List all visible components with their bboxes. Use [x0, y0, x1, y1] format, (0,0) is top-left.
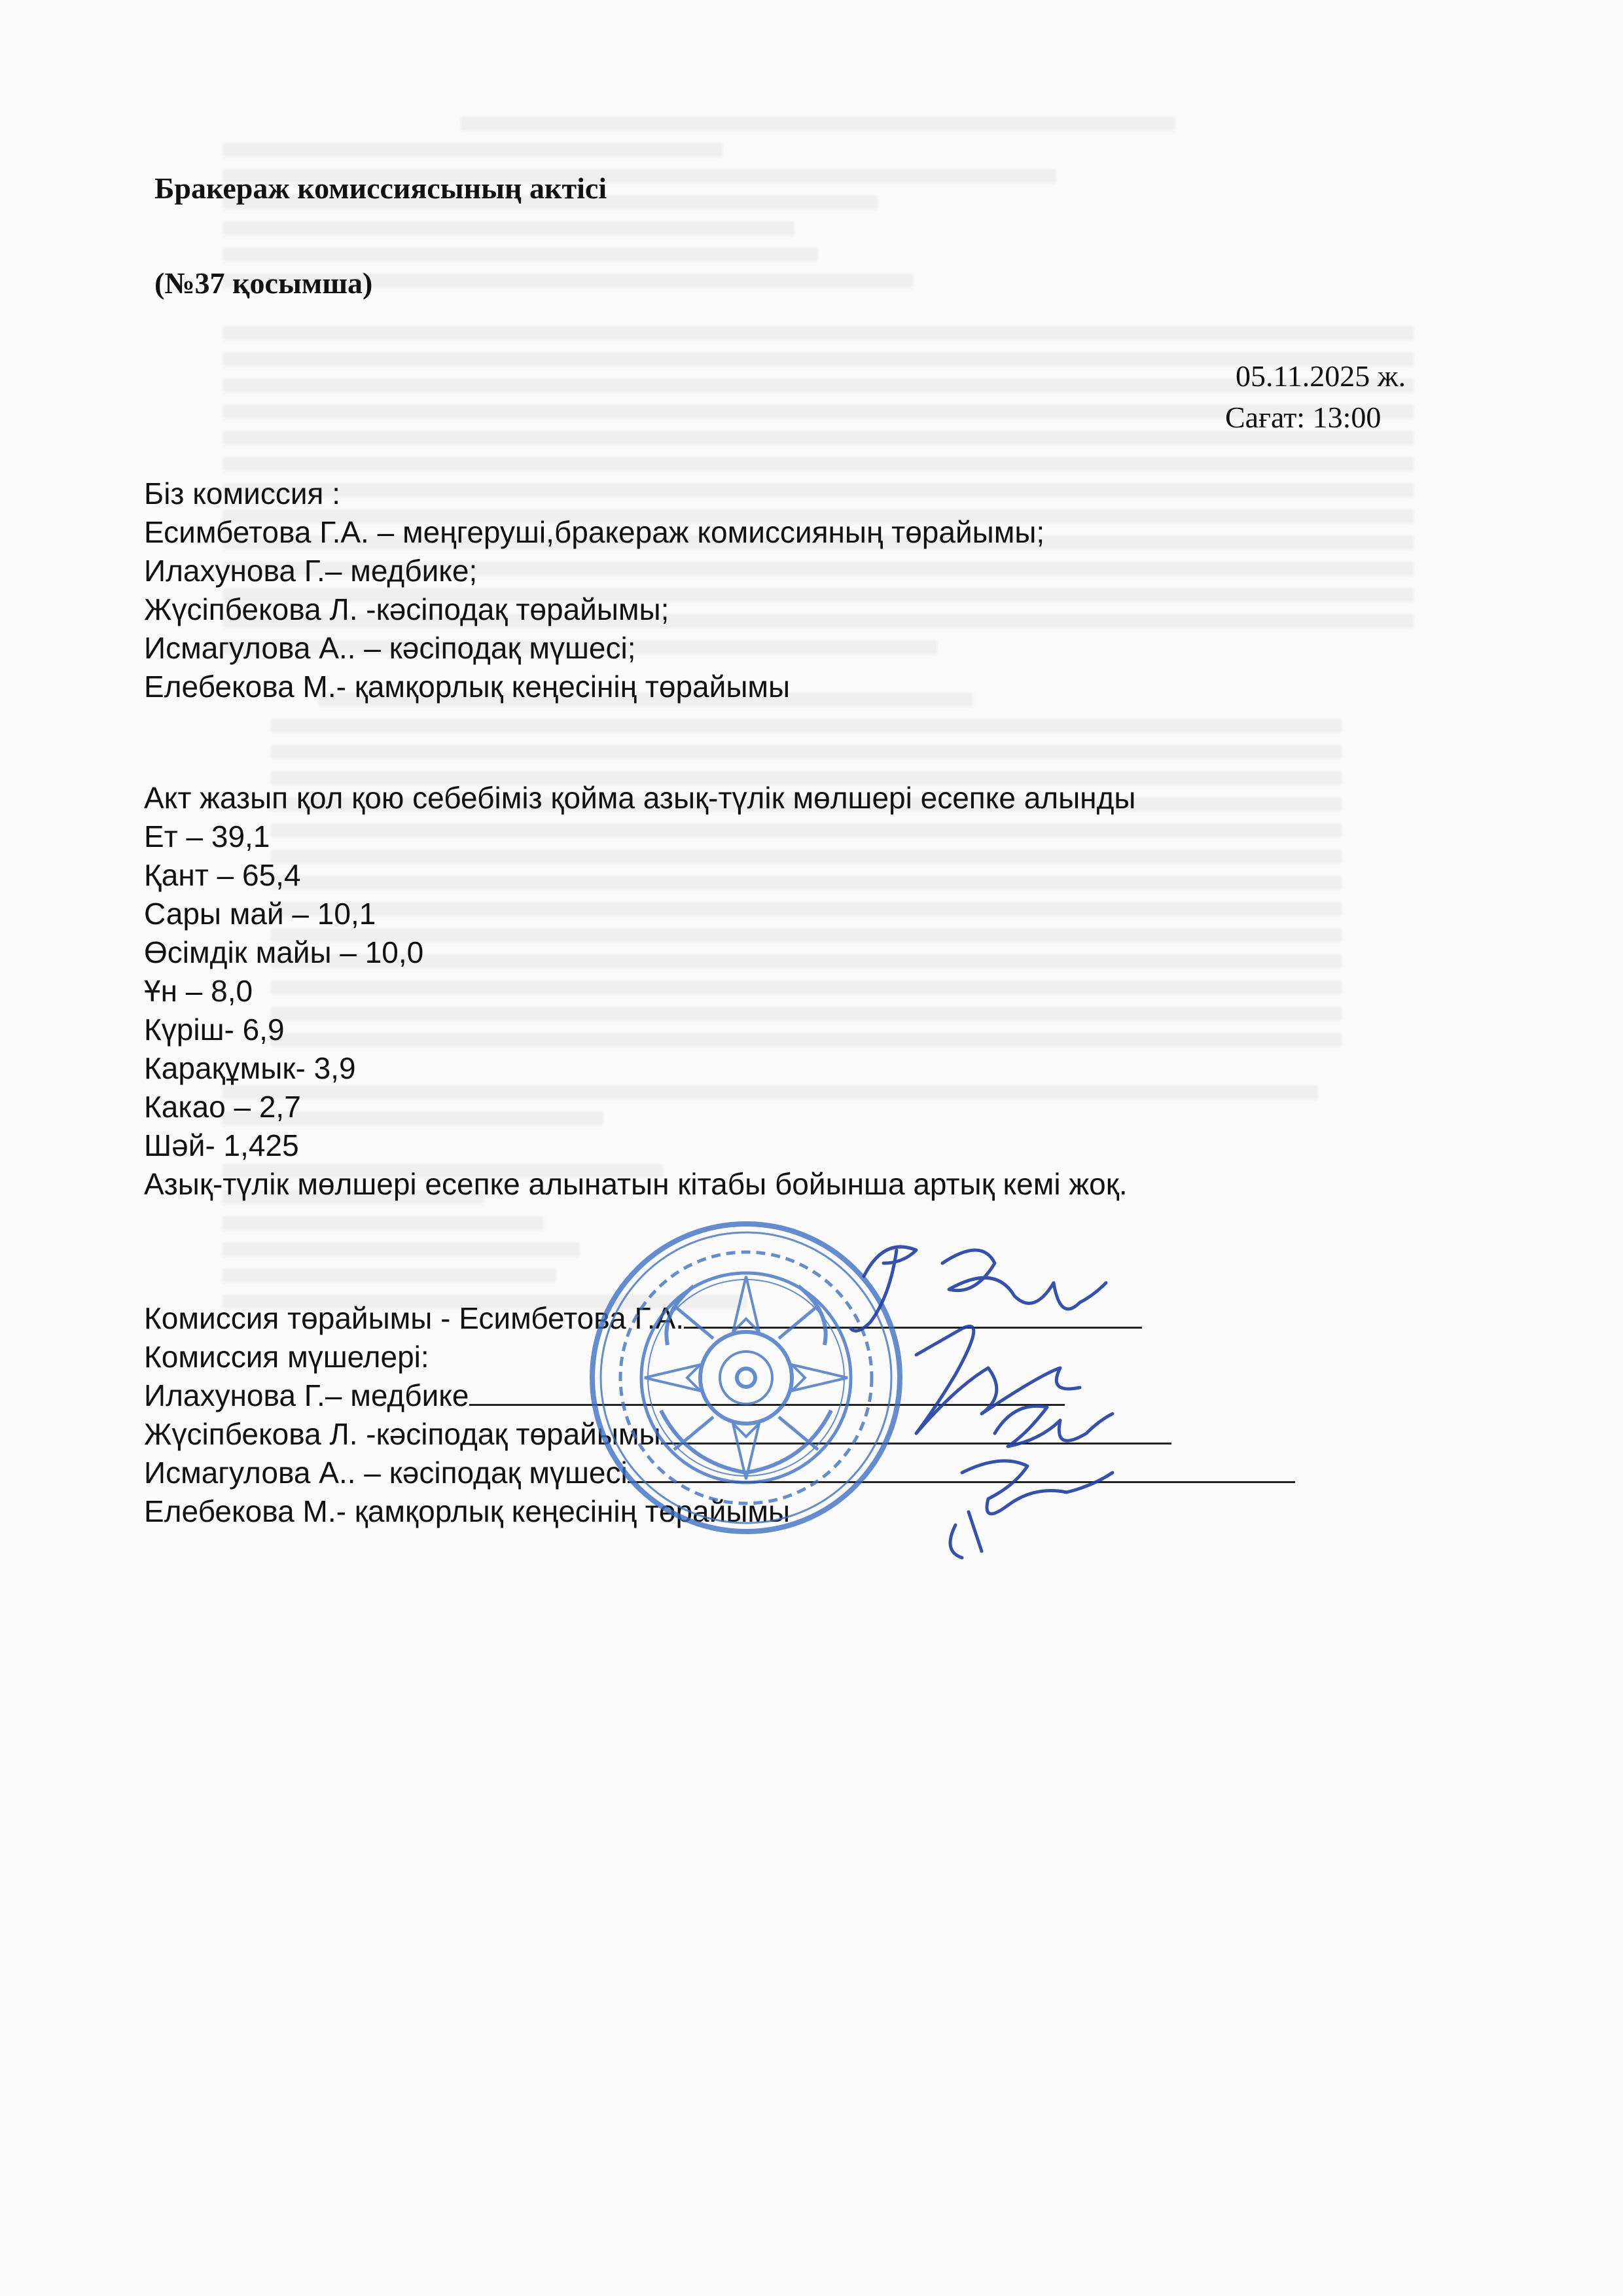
inventory-section [144, 779, 1486, 1204]
inventory-item: Карақұмык- 3,9 [144, 1051, 356, 1085]
commission-member: Илахунова Г.– медбике; [144, 554, 478, 588]
document-date: 05.11.2025 ж. [1236, 359, 1406, 393]
document-subtitle: (№37 қосымша) [154, 266, 373, 300]
commission-member: Есимбетова Г.А. – меңгеруші,бракераж комиссияның төрайымы; [144, 515, 1045, 549]
inventory-item: Ұн – 8,0 [144, 974, 253, 1008]
inventory-item: Күріш- 6,9 [144, 1013, 285, 1047]
inventory-item: Ет – 39,1 [144, 819, 270, 853]
inventory-item: Өсімдік майы – 10,0 [144, 935, 424, 969]
handwritten-signatures-icon [844, 1224, 1119, 1564]
inventory-item: Қант – 65,4 [144, 858, 301, 892]
commission-member: Жүсіпбекова Л. -кәсіподақ төрайымы; [144, 592, 669, 626]
commission-member: Елебекова М.- қамқорлық кеңесінің төрайымы [144, 670, 791, 704]
signature-member-label: Елебекова М.- қамқорлық кеңесінің төрайымы [144, 1494, 791, 1528]
document-title: Бракераж комиссиясының актісі [154, 171, 607, 205]
inventory-intro: Акт жазып қол қою себебіміз қойма азық-түлік мөлшері есепке алынды [144, 781, 1136, 815]
document-time: Сағат: 13:00 [1225, 401, 1382, 434]
signature-members-label: Комиссия мүшелері: [144, 1340, 429, 1374]
signature-member-label: Жүсіпбекова Л. -кәсіподақ төрайымы [144, 1417, 661, 1451]
inventory-item: Шәй- 1,425 [144, 1128, 299, 1162]
inventory-item: Какао – 2,7 [144, 1090, 301, 1124]
signature-chair-label: Комиссия төрайымы - Есимбетова Г.А. [144, 1301, 685, 1335]
signature-member-label: Исмагулова А.. – кәсіподақ мүшесі [144, 1456, 628, 1490]
inventory-conclusion: Азық-түлік мөлшері есепке алынатын кітабы бойынша артық кемі жоқ. [144, 1167, 1128, 1201]
inventory-item: Сары май – 10,1 [144, 897, 376, 931]
signature-member-label: Илахунова Г.– медбике [144, 1378, 469, 1412]
commission-members-section [144, 475, 1486, 706]
commission-member: Исмагулова А.. – кәсіподақ мүшесі; [144, 631, 636, 665]
commission-intro: Біз комиссия : [144, 476, 340, 511]
